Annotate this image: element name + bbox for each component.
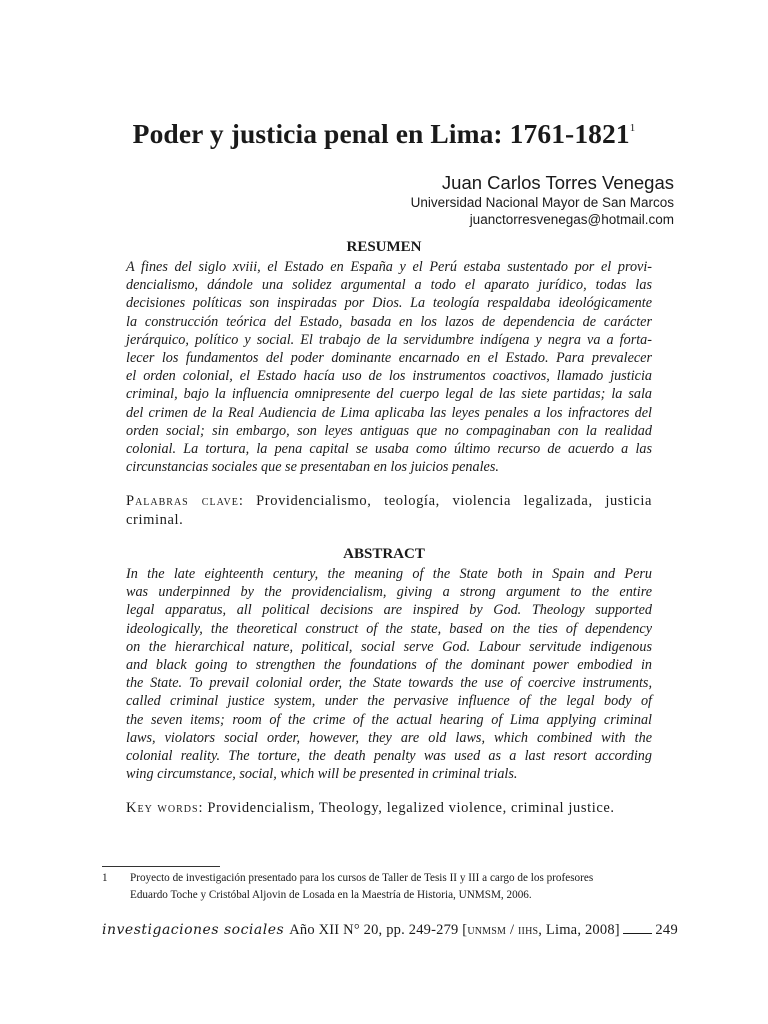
abstract-line: In the late eighteenth century, the meaning of the State both in Spain and Peru	[126, 566, 652, 582]
footnote-divider	[102, 866, 220, 867]
page-number: 249	[655, 922, 678, 938]
resumen-line: el orden colonial, el Estado hacía uso de los instrumentos coactivos, llamado justicia	[126, 368, 652, 385]
abstract-line: ideologically, the theoretical construct of the state, based on the ties of dependency	[126, 620, 652, 637]
abstract-line: was underpinned by the providencialism, giving a strong argument to the entire	[126, 584, 652, 601]
resumen-line: la construcción teórica del Estado, basada en los lazos de dependencia de carácter	[126, 313, 652, 330]
article-title	[0, 118, 768, 150]
abstract-keywords	[126, 799, 652, 818]
resumen-line: orden social; sin embargo, son leyes antiguas que no compaginaban con la realidad	[126, 422, 652, 439]
resumen-body	[126, 258, 652, 476]
citation-prefix: Año XII N° 20, pp. 249-279 [	[289, 922, 468, 938]
footnote	[102, 870, 678, 904]
citation	[289, 922, 620, 939]
resumen-line: decisiones políticas son inspiradas por Dios. La teología respaldaba ideológicamente	[126, 295, 652, 312]
citation-institution: unmsm / iihs	[467, 922, 539, 938]
abstract-line: colonial reality. The torture, the death penalty was used as a last resort according	[126, 748, 652, 765]
palabras-clave-label: Palabras clave	[126, 493, 239, 509]
resumen-line: del crimen de la Real Audiencia de Lima aplicaba las leyes penales a los infractores del	[126, 404, 652, 421]
resumen-keywords	[126, 492, 652, 530]
resumen-line: lecer los fundamentos del poder dominante encarnado en el Estado. Para prevalecer	[126, 350, 652, 367]
resumen-heading: RESUMEN	[346, 239, 422, 255]
footer-rule	[623, 923, 653, 934]
citation-suffix: , Lima, 2008]	[538, 922, 620, 938]
footnote-number: 1	[102, 872, 108, 884]
author-name: Juan Carlos Torres Venegas	[441, 172, 674, 193]
key-words-label: Key words	[126, 800, 199, 816]
author-affiliation: Universidad Nacional Mayor de San Marcos	[410, 195, 674, 210]
author-email: juanctorresvenegas@hotmail.com	[469, 212, 674, 227]
resumen-line: criminal, bajo la influencia omnipresente del cuerpo legal de las siete partidas; la sala	[126, 386, 652, 403]
resumen-line: jerárquico, político y social. El trabajo de la servidumbre indígena y negra va a forta-	[126, 331, 652, 348]
abstract-line: called criminal justice system, under the pervasive influence of the legal body of	[126, 693, 652, 710]
resumen-line: A fines del siglo xviii, el Estado en España y el Perú estaba sustentado por el provi-	[126, 259, 652, 275]
running-footer	[102, 922, 678, 939]
title-text: Poder y justicia penal en Lima: 1761-1821	[132, 118, 630, 149]
abstract-line: and black going to strengthen the foundations of the dominant power embodied in	[126, 657, 652, 674]
footnote-line: Eduardo Toche y Cristóbal Aljovin de Losada en la Maestría de Historia, UNMSM, 2006.	[130, 889, 532, 901]
abstract-line: on the hierarchical nature, political, social serve God. Labour servitude indigenous	[126, 638, 652, 655]
author-block	[411, 172, 674, 228]
abstract-body	[126, 565, 652, 783]
abstract-line: laws, violators social order, however, they are old laws, which combined with the	[126, 729, 652, 746]
resumen-line: dencialismo, dándole una solidez argumental a todo el aparato jurídico, todas las	[126, 277, 652, 294]
abstract-line: legal apparatus, all political decisions are inspired by God. Theology supported	[126, 602, 652, 619]
key-words-text: : Providencialism, Theology, legalized violence, criminal justice.	[198, 800, 615, 816]
resumen-line: circunstancias sociales que se presentaban en los juicios penales.	[126, 459, 499, 476]
palabras-clave-text: : Providencialismo, teología, violencia legalizada, justicia criminal.	[126, 493, 652, 528]
abstract-line: the seven items; room of the crime of the actual hearing of Lima applying criminal	[126, 711, 652, 728]
abstract-line: wing circumstance, social, which will be presented in criminal trials.	[126, 766, 518, 783]
title-footnote-mark: 1	[629, 122, 636, 134]
journal-name: investigaciones sociales	[102, 922, 285, 938]
abstract-line: the State. To prevail colonial order, the State towards the use of coercive instruments,	[126, 675, 652, 692]
resumen-line: colonial. La tortura, la pena capital se usaba como último recurso de acuerdo a las	[126, 441, 652, 458]
footnote-line: Proyecto de investigación presentado para los cursos de Taller de Tesis II y III a cargo de los profesores	[130, 872, 594, 884]
footnote-text	[130, 870, 678, 904]
abstract-heading: ABSTRACT	[343, 546, 425, 562]
